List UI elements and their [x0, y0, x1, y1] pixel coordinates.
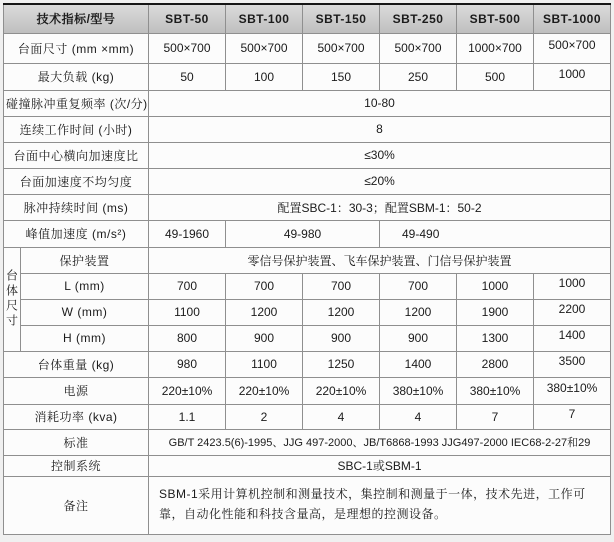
value-cell: 7 — [457, 404, 534, 429]
row-label: 脉冲持续时间 (ms) — [4, 194, 149, 220]
row-label: 最大负载 (kg) — [4, 63, 149, 90]
table-row-standards — [4, 429, 611, 455]
value-cell: 800 — [149, 325, 226, 351]
header-model-sbt50: SBT-50 — [149, 4, 226, 33]
value-cell: ≤20% — [149, 168, 611, 194]
value-cell: 1000 — [534, 63, 611, 90]
row-label: 台面中心横向加速度比 — [4, 142, 149, 168]
row-label: W (mm) — [21, 299, 149, 325]
value-cell: 700 — [149, 273, 226, 299]
table-row-pulse-duration — [4, 194, 611, 220]
value-cell: 220±10% — [149, 377, 226, 404]
value-cell: 10-80 — [149, 90, 611, 116]
value-cell: 2 — [226, 404, 303, 429]
value-cell: 980 — [149, 351, 226, 377]
value-cell: 1400 — [534, 325, 611, 351]
value-cell: 150 — [303, 63, 380, 90]
value-cell: ≤30% — [149, 142, 611, 168]
value-cell: 1250 — [303, 351, 380, 377]
header-corner-label: 技术指标/型号 — [4, 4, 149, 33]
value-cell: 1000 — [534, 273, 611, 299]
table-row-control-system — [4, 455, 611, 476]
row-label: 控制系统 — [4, 455, 149, 476]
row-label: 台面加速度不均匀度 — [4, 168, 149, 194]
value-cell: 500×700 — [149, 33, 226, 63]
table-row-lateral-acceleration-ratio — [4, 142, 611, 168]
value-cell: 49-1960 — [149, 220, 226, 247]
header-model-sbt250: SBT-250 — [380, 4, 457, 33]
table-row-acceleration-nonuniformity — [4, 168, 611, 194]
header-model-sbt100: SBT-100 — [226, 4, 303, 33]
value-cell: 1200 — [226, 299, 303, 325]
value-cell: 1200 — [303, 299, 380, 325]
remark-text: SBM-1采用计算机控制和测量技术，集控制和测量于一体，技术先进，工作可靠，自动化性能和科技含量高，是理想的控测设备。 — [149, 476, 611, 534]
table-row-power-supply — [4, 377, 611, 404]
table-row-width — [4, 299, 611, 325]
table-row-pulse-frequency — [4, 90, 611, 116]
value-cell: 380±10% — [534, 377, 611, 404]
value-cell: 4 — [380, 404, 457, 429]
value-cell: GB/T 2423.5(6)-1995、JJG 497-2000、JB/T6868-1993 JJG497-2000 IEC68-2-27和29 — [149, 429, 611, 455]
row-label: 备注 — [4, 476, 149, 534]
table-row-table-size — [4, 33, 611, 63]
value-cell: 500×700 — [303, 33, 380, 63]
value-cell: 1100 — [226, 351, 303, 377]
value-cell: 3500 — [534, 351, 611, 377]
row-label: 标准 — [4, 429, 149, 455]
value-cell: 8 — [149, 116, 611, 142]
value-cell: 500×700 — [380, 33, 457, 63]
value-cell: 49-980 — [226, 220, 380, 247]
row-label: 消耗功率 (kva) — [4, 404, 149, 429]
row-label: 电源 — [4, 377, 149, 404]
header-model-sbt500: SBT-500 — [457, 4, 534, 33]
value-cell: 500 — [457, 63, 534, 90]
value-cell: 1000×700 — [457, 33, 534, 63]
table-row-height — [4, 325, 611, 351]
table-row-continuous-working-time — [4, 116, 611, 142]
table-row-power-consumption — [4, 404, 611, 429]
value-cell: 380±10% — [457, 377, 534, 404]
table-row-length — [4, 273, 611, 299]
value-cell: 配置SBC-1：30-3；配置SBM-1：50-2 — [149, 194, 611, 220]
value-cell: 零信号保护装置、飞车保护装置、门信号保护装置 — [149, 247, 611, 273]
value-cell: 900 — [303, 325, 380, 351]
value-cell: 1000 — [457, 273, 534, 299]
value-cell: 49-490 — [380, 220, 611, 247]
value-cell: 250 — [380, 63, 457, 90]
value-cell: 900 — [226, 325, 303, 351]
value-cell: 2800 — [457, 351, 534, 377]
table-row-peak-acceleration — [4, 220, 611, 247]
row-label: L (mm) — [21, 273, 149, 299]
table-row-body-weight — [4, 351, 611, 377]
value-cell: 7 — [534, 404, 611, 429]
table-row-protection-devices — [4, 247, 611, 273]
value-cell: 1200 — [380, 299, 457, 325]
value-cell: 700 — [226, 273, 303, 299]
row-label: 台面尺寸 (mm ×mm) — [4, 33, 149, 63]
value-cell: 900 — [380, 325, 457, 351]
value-cell: 1100 — [149, 299, 226, 325]
header-model-sbt150: SBT-150 — [303, 4, 380, 33]
header-row — [4, 4, 611, 33]
value-cell: 700 — [303, 273, 380, 299]
spec-table — [3, 3, 611, 535]
value-cell: 500×700 — [534, 33, 611, 63]
group-label-body-dimensions: 台体尺寸 — [4, 247, 21, 351]
row-label: 台体重量 (kg) — [4, 351, 149, 377]
value-cell: 100 — [226, 63, 303, 90]
value-cell: 220±10% — [226, 377, 303, 404]
value-cell: 380±10% — [380, 377, 457, 404]
value-cell: 1.1 — [149, 404, 226, 429]
value-cell: 220±10% — [303, 377, 380, 404]
row-label: 连续工作时间 (小时) — [4, 116, 149, 142]
value-cell: 2200 — [534, 299, 611, 325]
row-label: 碰撞脉冲重复频率 (次/分) — [4, 90, 149, 116]
value-cell: 500×700 — [226, 33, 303, 63]
value-cell: 700 — [380, 273, 457, 299]
value-cell: 50 — [149, 63, 226, 90]
value-cell: 4 — [303, 404, 380, 429]
header-model-sbt1000: SBT-1000 — [534, 4, 611, 33]
row-label: 峰值加速度 (m/s²) — [4, 220, 149, 247]
value-cell: 1300 — [457, 325, 534, 351]
value-cell: SBC-1或SBM-1 — [149, 455, 611, 476]
value-cell: 1400 — [380, 351, 457, 377]
row-label: H (mm) — [21, 325, 149, 351]
row-label: 保护装置 — [21, 247, 149, 273]
table-row-max-load — [4, 63, 611, 90]
value-cell: 1900 — [457, 299, 534, 325]
table-row-remarks — [4, 476, 611, 534]
